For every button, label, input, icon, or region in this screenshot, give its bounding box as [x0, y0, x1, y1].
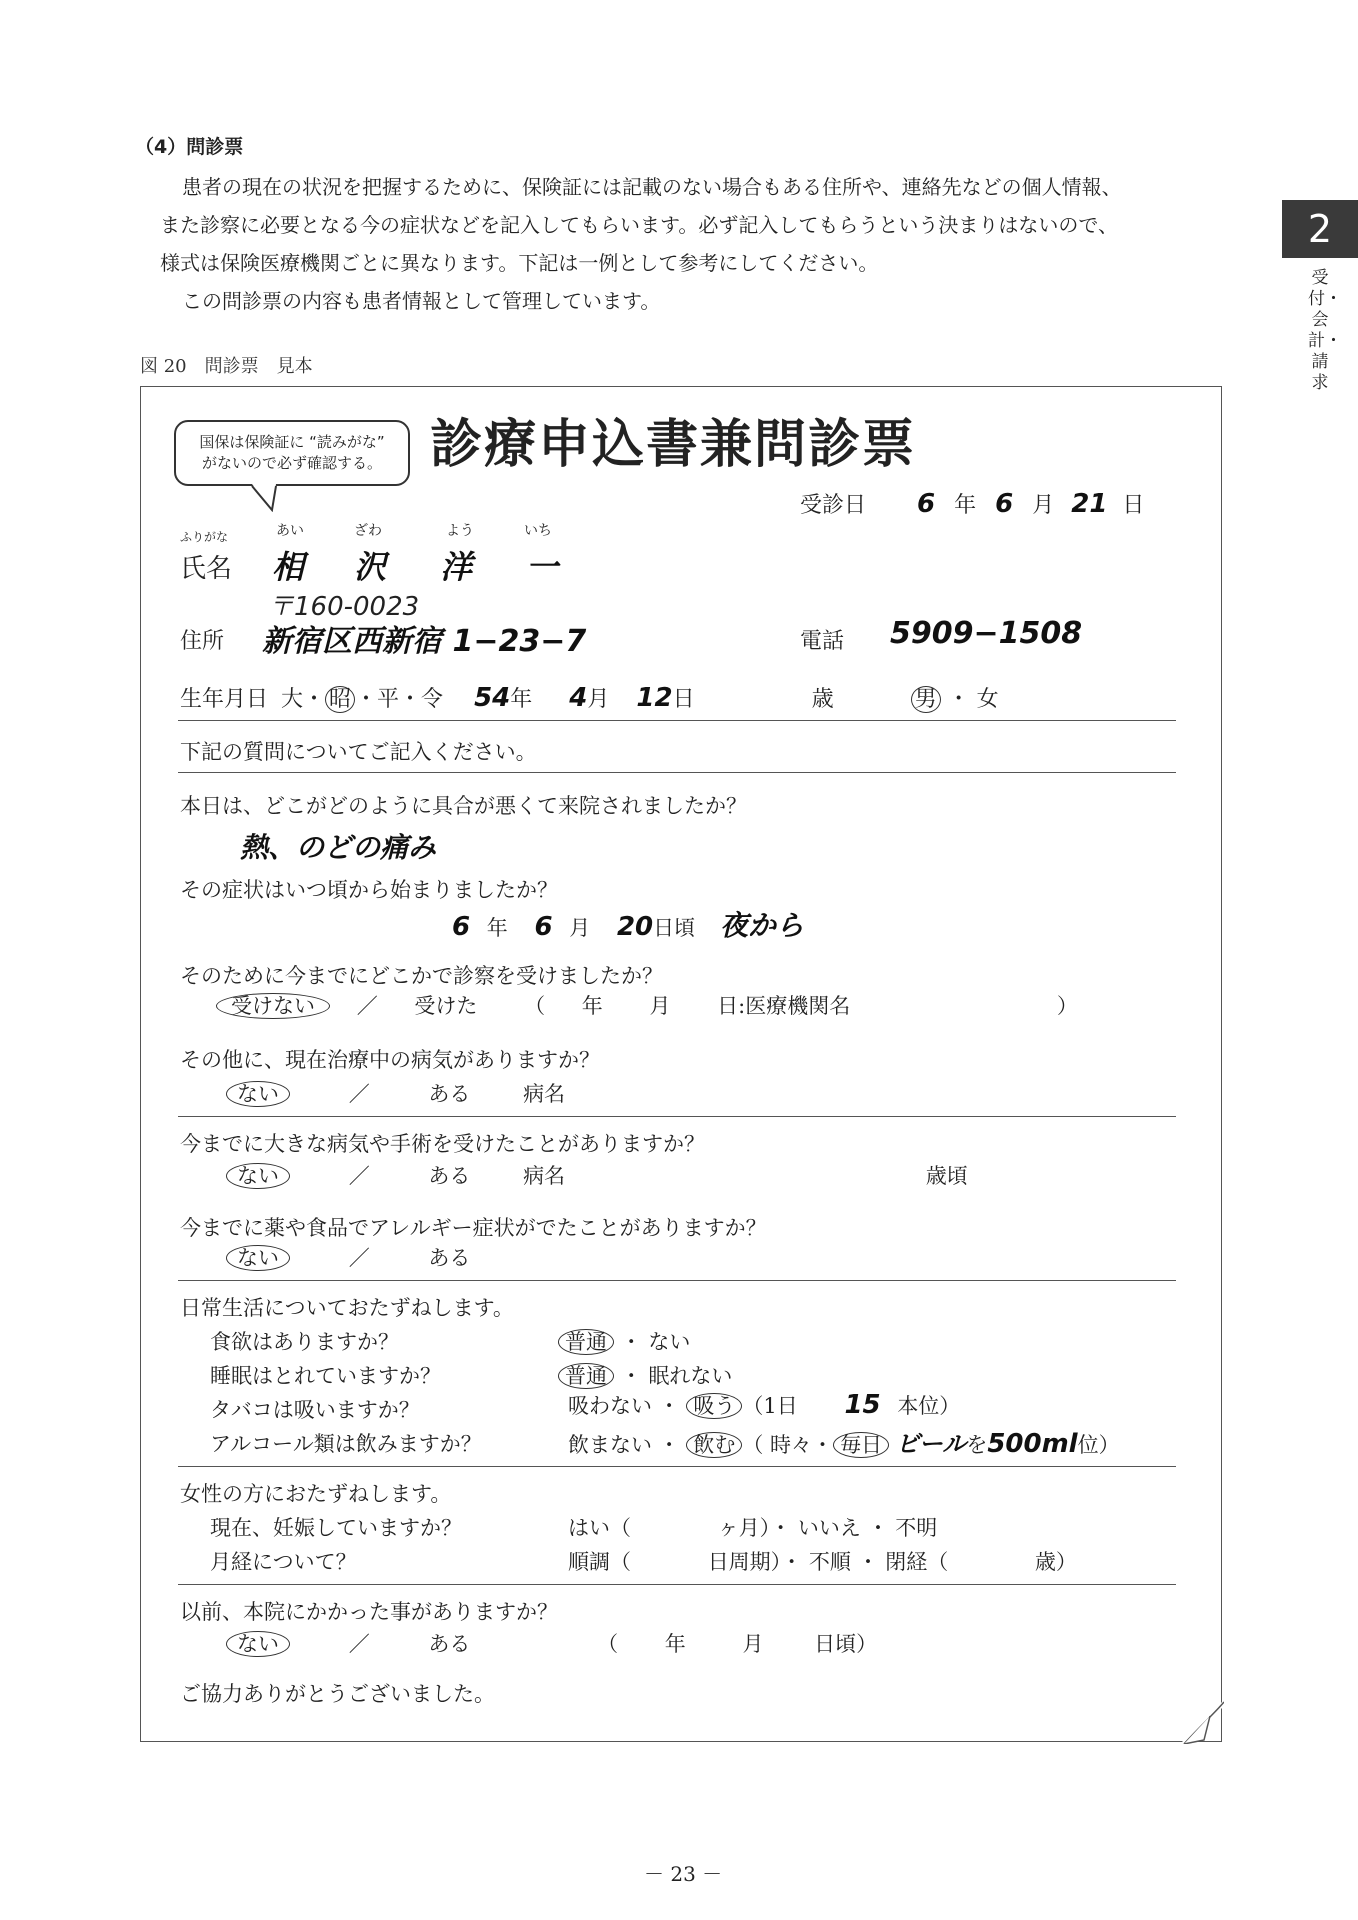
day-unit: 日: [1122, 493, 1145, 518]
divider: [178, 1466, 1176, 1467]
chapter-title: 受付・会計・請求: [1308, 268, 1342, 393]
daily-question: タバコは吸いますか？: [210, 1398, 420, 1422]
daily-answer: [568, 1424, 1120, 1459]
month-unit: 月: [569, 916, 591, 940]
daily-answer: [568, 1390, 960, 1420]
drink-amount: 500ml: [987, 1429, 1078, 1459]
daily-question: 食欲はありますか？: [210, 1330, 399, 1354]
separator: ／: [348, 1164, 370, 1188]
name-char: 一: [526, 548, 559, 586]
question-text: その症状はいつ頃から始まりましたか？: [180, 878, 558, 902]
selected-option: 吸う: [686, 1393, 742, 1419]
question-text: そのために今までにどこかで診察を受けましたか？: [180, 964, 663, 988]
thanks-text: ご協力ありがとうございました。: [180, 1682, 495, 1706]
paren: （: [597, 1632, 619, 1656]
divider: [178, 1584, 1176, 1585]
divider: [178, 720, 1176, 721]
birth-month: 4: [569, 683, 588, 713]
day-unit: 日: [672, 687, 695, 712]
paren: （: [524, 994, 546, 1018]
intro-paragraph: [160, 168, 1122, 320]
option: 本位）: [897, 1394, 961, 1418]
selected-option: ない: [226, 1163, 290, 1189]
separator: ／: [348, 1246, 370, 1270]
question-text: 本日は、どこがどのように具合が悪くて来院されましたか？: [180, 794, 747, 818]
era-option: ・平・令: [355, 687, 444, 712]
year-unit: 年: [581, 994, 603, 1018]
option: 吸わない ・: [568, 1394, 680, 1418]
sex-circled: 男: [911, 686, 941, 713]
option: ある: [428, 1246, 471, 1270]
address-label: 住所: [180, 629, 225, 654]
year-unit: 年: [486, 916, 508, 940]
question-text: その他に、現在治療中の病気がありますか？: [180, 1048, 600, 1072]
birth-year: 54: [474, 683, 511, 713]
name-label: 氏名: [180, 554, 233, 584]
name-kana: ざわ: [354, 523, 382, 539]
visit-date: [800, 488, 1144, 519]
option-extra: 病名: [523, 1082, 566, 1106]
women-question: 月経について？: [210, 1550, 357, 1574]
name-kana: あい: [276, 523, 304, 539]
option: はい（: [568, 1516, 631, 1540]
drink-type: ビール: [895, 1430, 967, 1458]
option: 位）: [1077, 1433, 1120, 1457]
selected-option: ない: [226, 1081, 290, 1107]
women-answer: [568, 1546, 1077, 1576]
day-unit: 日頃）: [814, 1632, 878, 1656]
birth-row: [180, 682, 999, 713]
name-char: 沢: [354, 548, 387, 586]
sex-option: ・ 女: [947, 687, 999, 712]
section-heading-women: 女性の方におたずねします。: [180, 1482, 452, 1506]
option: ある: [428, 1082, 471, 1106]
month-unit: 月: [1032, 493, 1055, 518]
separator: ／: [356, 994, 378, 1018]
answer-options: [226, 1628, 877, 1658]
intro-line: 様式は保険医療機関ごとに異なります。下記は一例として参考にしてください。: [160, 251, 879, 275]
selected-option: 普通: [558, 1363, 614, 1389]
daily-question: アルコール類は飲みますか？: [210, 1432, 482, 1456]
form-title: 診療申込書兼問診票: [430, 415, 917, 475]
age-label: 歳頃: [925, 1164, 968, 1188]
divider: [178, 772, 1176, 773]
onset-note: 夜から: [719, 909, 804, 942]
cigarette-count: 15: [844, 1390, 881, 1420]
divider: [178, 1116, 1176, 1117]
answer-text: 熱、のどの痛み: [240, 831, 437, 864]
chapter-number-tab: 2: [1282, 200, 1358, 258]
selected-frequency: 毎日: [833, 1432, 889, 1458]
option: を: [966, 1433, 988, 1457]
birth-label: 生年月日: [180, 687, 269, 712]
question-text: 今までに大きな病気や手術を受けたことがありますか？: [180, 1132, 705, 1156]
age-unit: 歳: [811, 687, 834, 712]
answer-options: [216, 990, 1078, 1020]
paren: ）: [1056, 994, 1078, 1018]
women-question: 現在、妊娠していますか？: [210, 1516, 462, 1540]
option: ・ 眠れない: [620, 1364, 733, 1388]
daily-answer: [558, 1326, 690, 1356]
option: ある: [428, 1164, 471, 1188]
section-heading: （4）問診票: [135, 136, 244, 158]
day-unit: 日:医療機関名: [717, 994, 851, 1018]
phone-value: 5909−1508: [890, 616, 1083, 651]
onset-month: 6: [534, 912, 553, 942]
visit-date-label: 受診日: [800, 493, 867, 518]
option: 飲まない ・: [568, 1433, 680, 1457]
women-answer: [568, 1512, 937, 1542]
era-circled: 昭: [325, 686, 355, 713]
onset-date: [452, 904, 804, 944]
name-char: 洋: [440, 548, 473, 586]
option: 受けた: [414, 994, 478, 1018]
name-char: 相: [272, 548, 305, 586]
page-number: － 23 －: [644, 1862, 723, 1886]
month-unit: 月: [649, 994, 671, 1018]
option: ヶ月）・ いいえ ・ 不明: [717, 1516, 938, 1540]
note-line: 国保は保険証に “読みがな”: [199, 433, 385, 451]
visit-month: 6: [995, 489, 1014, 519]
month-unit: 月: [742, 1632, 764, 1656]
year-unit: 年: [954, 493, 977, 518]
answer-options: [226, 1160, 968, 1190]
figure-caption: 図 20 問診票 見本: [140, 356, 313, 377]
separator: ／: [348, 1632, 370, 1656]
section-heading-daily: 日常生活についておたずねします。: [180, 1296, 514, 1320]
intro-line: また診察に必要となる今の症状などを記入してもらいます。必ず記入してもらうという決まりはないので、: [160, 213, 1118, 237]
year-unit: 年: [510, 687, 533, 712]
daily-answer: [558, 1360, 732, 1390]
year-unit: 年: [664, 1632, 686, 1656]
visit-day: 21: [1071, 489, 1108, 519]
option-extra: 病名: [523, 1164, 566, 1188]
birth-day: 12: [636, 683, 673, 713]
answer-options: [226, 1242, 470, 1272]
option: 日周期）・ 不順 ・ 閉経（: [707, 1550, 949, 1574]
selected-option: ない: [226, 1245, 290, 1271]
name-kana: よう: [446, 523, 474, 539]
phone-label: 電話: [800, 629, 845, 654]
selected-option: ない: [226, 1631, 290, 1657]
daily-question: 睡眠はとれていますか？: [210, 1364, 441, 1388]
option: ある: [428, 1632, 471, 1656]
answer-options: [226, 1078, 565, 1108]
month-unit: 月: [587, 687, 610, 712]
option: 歳）: [1034, 1550, 1077, 1574]
note-line: がないので必ず確認する。: [201, 454, 382, 472]
divider: [178, 1280, 1176, 1281]
intro-line: 患者の現在の状況を把握するために、保険証には記載のない場合もある住所や、連絡先などの個人情報、: [182, 175, 1122, 199]
page-curl-icon: [1180, 1700, 1224, 1744]
furigana-label: ふりがな: [180, 530, 229, 544]
selected-option: 受けない: [216, 993, 330, 1019]
note-bubble: [174, 420, 410, 486]
questions-intro: 下記の質問についてご記入ください。: [180, 740, 537, 764]
option: 順調（: [568, 1550, 631, 1574]
option: ・ ない: [620, 1330, 691, 1354]
address-value: 新宿区西新宿 1−23−7: [262, 624, 587, 659]
separator: ／: [348, 1082, 370, 1106]
option: （ 時々・: [742, 1433, 834, 1457]
bubble-tail-icon: [250, 484, 280, 512]
visit-year: 6: [917, 489, 936, 519]
day-unit: 日頃: [653, 916, 696, 940]
onset-year: 6: [452, 912, 471, 942]
question-text: 以前、本院にかかった事がありますか？: [180, 1600, 558, 1624]
selected-option: 飲む: [686, 1432, 742, 1458]
name-kana: いち: [524, 523, 552, 539]
postal-code: 〒160-0023: [268, 592, 420, 622]
question-text: 今までに薬や食品でアレルギー症状がでたことがありますか？: [180, 1216, 767, 1240]
option: （1日: [742, 1394, 798, 1418]
selected-option: 普通: [558, 1329, 614, 1355]
era-option: 大・: [281, 687, 326, 712]
intro-line: この問診票の内容も患者情報として管理しています。: [182, 289, 661, 313]
onset-day: 20: [616, 912, 654, 942]
